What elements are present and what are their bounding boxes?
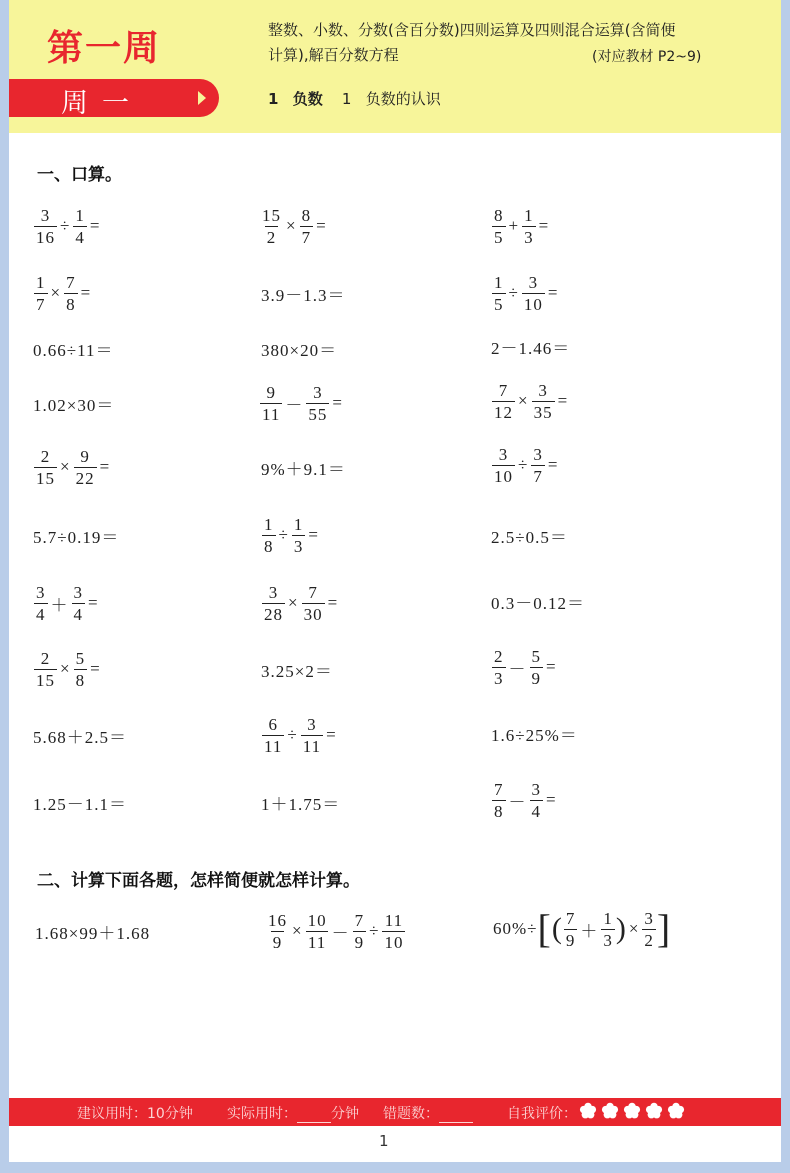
fraction: $\frac{1}{5}$ (494, 272, 504, 314)
problem-8-2: 3.25×2＝ (261, 661, 333, 681)
day-banner (9, 79, 219, 117)
fraction: $\frac{2}{3}$ (494, 646, 504, 688)
day-label: 周一 (61, 88, 143, 119)
flower-rating-icon[interactable] (579, 1102, 597, 1120)
fraction: $\frac{6}{11}$ (264, 714, 283, 756)
problem-8-1: $\frac{2}{15}$ × $\frac{5}{8}$ = (36, 648, 101, 690)
problem-6-1: 5.7÷0.19＝ (33, 527, 120, 547)
fraction: $\frac{1}{3}$ (603, 908, 613, 950)
fraction: $\frac{7}{9}$ (354, 910, 365, 952)
problem-9-1: 5.68＋2.5＝ (33, 727, 127, 747)
fraction: $\frac{3}{35}$ (533, 380, 553, 422)
self-evaluation-stars[interactable] (579, 1102, 685, 1120)
problem-5-1: $\frac{2}{15}$ × $\frac{9}{22}$ = (36, 446, 111, 488)
fraction: $\frac{7}{8}$ (494, 779, 504, 821)
fraction: $\frac{3}{4}$ (36, 582, 46, 624)
fraction: $\frac{9}{22}$ (75, 446, 95, 488)
fraction: $\frac{7}{9}$ (565, 908, 576, 950)
actual-time-blank[interactable] (297, 1108, 331, 1123)
problem-7-2: $\frac{3}{28}$ × $\frac{7}{30}$ = (264, 582, 339, 624)
fraction: $\frac{1}{3}$ (293, 514, 304, 556)
fraction: $\frac{3}{4}$ (531, 779, 541, 821)
fraction: $\frac{3}{10}$ (494, 444, 513, 486)
problem-6-2: $\frac{1}{8}$ ÷ $\frac{1}{3}$ = (264, 514, 319, 556)
problem-7-1: $\frac{3}{4}$ ＋ $\frac{3}{4}$ = (36, 582, 99, 624)
fraction: $\frac{15}{2}$ (262, 205, 281, 247)
fraction: $\frac{3}{11}$ (302, 714, 322, 756)
fraction: $\frac{11}{10}$ (384, 910, 404, 952)
calc-problem-3: 60%÷ [ ( $\frac{7}{9}$ ＋ $\frac{1}{3}$ ) × $\frac{3}{2}$ ] (493, 906, 672, 951)
fraction: $\frac{3}{10}$ (523, 272, 543, 314)
fraction: $\frac{1}{8}$ (264, 514, 274, 556)
problem-2-3: $\frac{1}{5}$ ÷ $\frac{3}{10}$ = (494, 272, 559, 314)
calc-problem-3-prefix: 60%÷ (493, 919, 538, 938)
problem-1-1: $\frac{3}{16}$ ÷ $\frac{1}{4}$ = (36, 205, 101, 247)
calc-problem-2: $\frac{16}{9}$ × $\frac{10}{11}$ － $\frac{7}{9}$ ÷ $\frac{11}{10}$ (268, 910, 404, 952)
problem-9-3: 1.6÷25%＝ (491, 725, 578, 745)
problem-4-1: 1.02×30＝ (33, 395, 115, 415)
fraction: $\frac{10}{11}$ (307, 910, 327, 952)
fraction: $\frac{2}{15}$ (36, 446, 55, 488)
flower-rating-icon[interactable] (667, 1102, 685, 1120)
problem-3-3: 2－1.46＝ (491, 338, 571, 358)
problem-10-2: 1＋1.75＝ (261, 794, 341, 814)
problem-5-2: 9%＋9.1＝ (261, 459, 346, 479)
fraction: $\frac{3}{2}$ (644, 908, 654, 950)
error-count: 错题数： (383, 1103, 473, 1123)
fraction: $\frac{9}{11}$ (262, 382, 281, 424)
lesson-sub-title: 负数的认识 (365, 90, 441, 108)
fraction: $\frac{3}{28}$ (264, 582, 283, 624)
problem-4-2: $\frac{9}{11}$ － $\frac{3}{55}$ = (262, 382, 343, 424)
lesson-title: 负数 (292, 90, 323, 108)
problem-3-1: 0.66÷11＝ (33, 340, 114, 360)
section-1-title: 一、口算。 (37, 165, 122, 185)
problem-7-3: 0.3－0.12＝ (491, 593, 585, 613)
topic-line-1: 整数、小数、分数(含百分数)四则运算及四则混合运算(含简便 (268, 21, 676, 39)
problem-2-1: $\frac{1}{7}$ × $\frac{7}{8}$ = (36, 272, 92, 314)
problem-6-3: 2.5÷0.5＝ (491, 527, 568, 547)
fraction: $\frac{5}{9}$ (531, 646, 541, 688)
fraction: $\frac{3}{7}$ (533, 444, 543, 486)
fraction: $\frac{16}{9}$ (268, 910, 287, 952)
footer-bar (9, 1098, 781, 1126)
page-number: 1 (379, 1132, 389, 1150)
textbook-reference: (对应教材 P2~9) (592, 49, 702, 65)
problem-5-3: $\frac{3}{10}$ ÷ $\frac{3}{7}$ = (494, 444, 559, 486)
fraction: $\frac{8}{7}$ (301, 205, 312, 247)
fraction: $\frac{7}{8}$ (66, 272, 76, 314)
fraction: $\frac{7}{30}$ (303, 582, 323, 624)
problem-4-3: $\frac{7}{12}$ × $\frac{3}{35}$ = (494, 380, 569, 422)
problem-1-2: $\frac{15}{2}$ × $\frac{8}{7}$ = (262, 205, 327, 247)
page-header (9, 0, 781, 133)
topic-line-2: 计算),解百分数方程 (268, 46, 399, 64)
problem-9-2: $\frac{6}{11}$ ÷ $\frac{3}{11}$ = (264, 714, 337, 756)
lesson-line (268, 88, 441, 109)
fraction: $\frac{1}{3}$ (524, 205, 534, 247)
section-2-title: 二、计算下面各题，怎样简便就怎样计算。 (37, 871, 360, 891)
problem-2-2: 3.9－1.3＝ (261, 285, 346, 305)
actual-time: 实际用时： 分钟 (227, 1106, 359, 1122)
self-evaluation-label: 自我评价： (507, 1106, 577, 1122)
fraction: $\frac{5}{8}$ (75, 648, 86, 690)
fraction: $\frac{2}{15}$ (36, 648, 55, 690)
triangle-arrow-icon (198, 91, 206, 105)
problem-3-2: 380×20＝ (261, 340, 338, 360)
problem-8-3: $\frac{2}{3}$ － $\frac{5}{9}$ = (494, 646, 557, 688)
fraction: $\frac{7}{12}$ (494, 380, 513, 422)
fraction: $\frac{3}{4}$ (73, 582, 83, 624)
error-count-blank[interactable] (439, 1108, 473, 1123)
fraction: $\frac{8}{5}$ (494, 205, 504, 247)
lesson-number: 1 (268, 90, 279, 108)
week-title: 第一周 (47, 28, 162, 69)
workbook-page (9, 0, 781, 1162)
fraction: $\frac{1}{4}$ (75, 205, 85, 247)
fraction: $\frac{3}{55}$ (308, 382, 328, 424)
suggested-time: 建议用时：10分钟 (77, 1106, 193, 1122)
flower-rating-icon[interactable] (601, 1102, 619, 1120)
problem-1-3: $\frac{8}{5}$ + $\frac{1}{3}$ = (494, 205, 550, 247)
fraction: $\frac{3}{16}$ (36, 205, 55, 247)
flower-rating-icon[interactable] (623, 1102, 641, 1120)
problem-10-3: $\frac{7}{8}$ － $\frac{3}{4}$ = (494, 779, 557, 821)
fraction: $\frac{1}{7}$ (36, 272, 46, 314)
flower-rating-icon[interactable] (645, 1102, 663, 1120)
calc-problem-1: 1.68×99＋1.68 (35, 923, 151, 943)
problem-10-1: 1.25－1.1＝ (33, 794, 127, 814)
lesson-sub-number: 1 (341, 90, 352, 108)
